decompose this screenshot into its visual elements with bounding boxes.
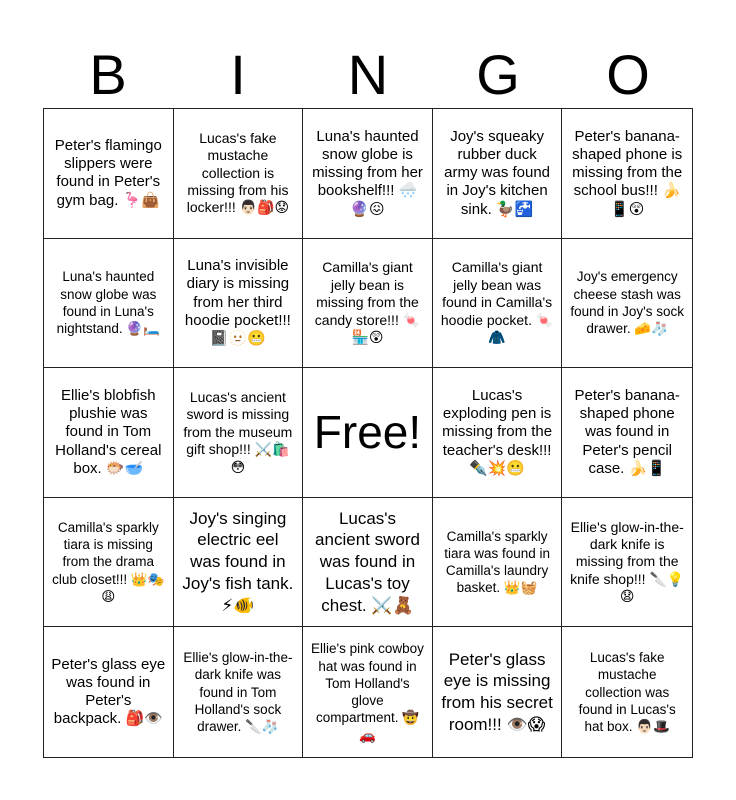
- cell-text: Camilla's sparkly tiara was found in Camilla's laundry basket. 👑🧺: [444, 528, 550, 596]
- header-letter-i: I: [230, 43, 246, 106]
- bingo-cell[interactable]: [174, 627, 304, 757]
- header-letter-b: B: [89, 43, 127, 106]
- cell-text: Lucas's fake mustache collection was found in Lucas's hat box. 👨🏻🎩: [578, 650, 676, 735]
- bingo-cell[interactable]: [433, 627, 563, 757]
- cell-text: Lucas's ancient sword was found in Lucas's toy chest. ⚔️🧸: [315, 508, 420, 615]
- cell-text: Peter's glass eye is missing from his secret room!!! 👁️😱: [441, 649, 553, 734]
- cell-text: Ellie's glow-in-the-dark knife was found in Tom Holland's sock drawer. 🔪🧦: [183, 650, 293, 735]
- cell-text: Camilla's giant jelly bean is missing from the candy store!!! 🍬🏪😲: [314, 259, 421, 345]
- bingo-cell[interactable]: [44, 498, 174, 628]
- bingo-board: [43, 108, 693, 758]
- cell-text: Lucas's fake mustache collection is missing from his locker!!! 👨🏻🎒😟: [186, 129, 290, 216]
- bingo-cell[interactable]: [562, 368, 692, 498]
- bingo-cell[interactable]: [44, 368, 174, 498]
- cell-text: Camilla's giant jelly bean was found in Camilla's hoodie pocket. 🍬🧥: [440, 259, 554, 345]
- bingo-cell[interactable]: [303, 239, 433, 369]
- cell-text: Joy's singing electric eel was found in Joy's fish tank. ⚡🐠: [182, 508, 294, 615]
- cell-text: Peter's flamingo slippers were found in Peter's gym bag. 🦩👜: [54, 136, 162, 209]
- cell-text: Camilla's sparkly tiara is missing from the drama club closet!!! 👑🎭😩: [52, 519, 165, 604]
- cell-text: Ellie's glow-in-the-dark knife is missing from the knife shop!!! 🔪💡😧: [570, 518, 685, 605]
- cell-text: Lucas's exploding pen is missing from the teacher's desk!!! ✒️💥😬: [442, 386, 553, 477]
- cell-text: Joy's squeaky rubber duck army was found in Joy's kitchen sink. 🦆🚰: [444, 127, 551, 218]
- bingo-cell[interactable]: [174, 109, 304, 239]
- cell-text: Ellie's pink cowboy hat was found in Tom Holland's glove compartment. 🤠🚗: [311, 641, 424, 743]
- free-space-text: Free!: [313, 406, 422, 459]
- cell-text: Joy's emergency cheese stash was found in Joy's sock drawer. 🧀🧦: [570, 269, 685, 337]
- bingo-cell[interactable]: [562, 498, 692, 628]
- bingo-cell[interactable]: [562, 109, 692, 239]
- bingo-cell[interactable]: [44, 239, 174, 369]
- bingo-cell[interactable]: [562, 239, 692, 369]
- bingo-cell[interactable]: [174, 368, 304, 498]
- cell-text: Luna's haunted snow globe is missing from her bookshelf!!! 🌨️🔮😖: [312, 127, 423, 218]
- cell-text: Peter's banana-shaped phone is missing from the school bus!!! 🍌📱😲: [572, 127, 683, 218]
- bingo-cell[interactable]: [174, 239, 304, 369]
- cell-text: Lucas's ancient sword is missing from the museum gift shop!!! ⚔️🛍️😳: [183, 389, 293, 475]
- bingo-header: [43, 42, 693, 108]
- free-space[interactable]: [303, 368, 433, 498]
- bingo-cell[interactable]: [303, 627, 433, 757]
- bingo-cell[interactable]: [44, 109, 174, 239]
- cell-text: Luna's invisible diary is missing from her third hoodie pocket!!! 📓🫥😬: [184, 257, 291, 348]
- bingo-cell[interactable]: [433, 368, 563, 498]
- bingo-cell[interactable]: [44, 627, 174, 757]
- header-letter-o: O: [606, 43, 650, 106]
- bingo-cell[interactable]: [174, 498, 304, 628]
- cell-text: Peter's banana-shaped phone was found in Peter's pencil case. 🍌📱: [574, 386, 680, 477]
- header-letter-n: N: [347, 43, 389, 106]
- bingo-cell[interactable]: [303, 498, 433, 628]
- cell-text: Ellie's blobfish plushie was found in Tom Holland's cereal box. 🐡🥣: [55, 386, 162, 477]
- bingo-cell[interactable]: [433, 109, 563, 239]
- bingo-cell[interactable]: [433, 239, 563, 369]
- bingo-cell[interactable]: [433, 498, 563, 628]
- cell-text: Peter's glass eye was found in Peter's backpack. 🎒👁️: [51, 655, 166, 728]
- header-letter-g: G: [476, 43, 520, 106]
- cell-text: Luna's haunted snow globe was found in Luna's nightstand. 🔮🛏️: [56, 269, 160, 337]
- bingo-cell[interactable]: [562, 627, 692, 757]
- bingo-cell[interactable]: [303, 109, 433, 239]
